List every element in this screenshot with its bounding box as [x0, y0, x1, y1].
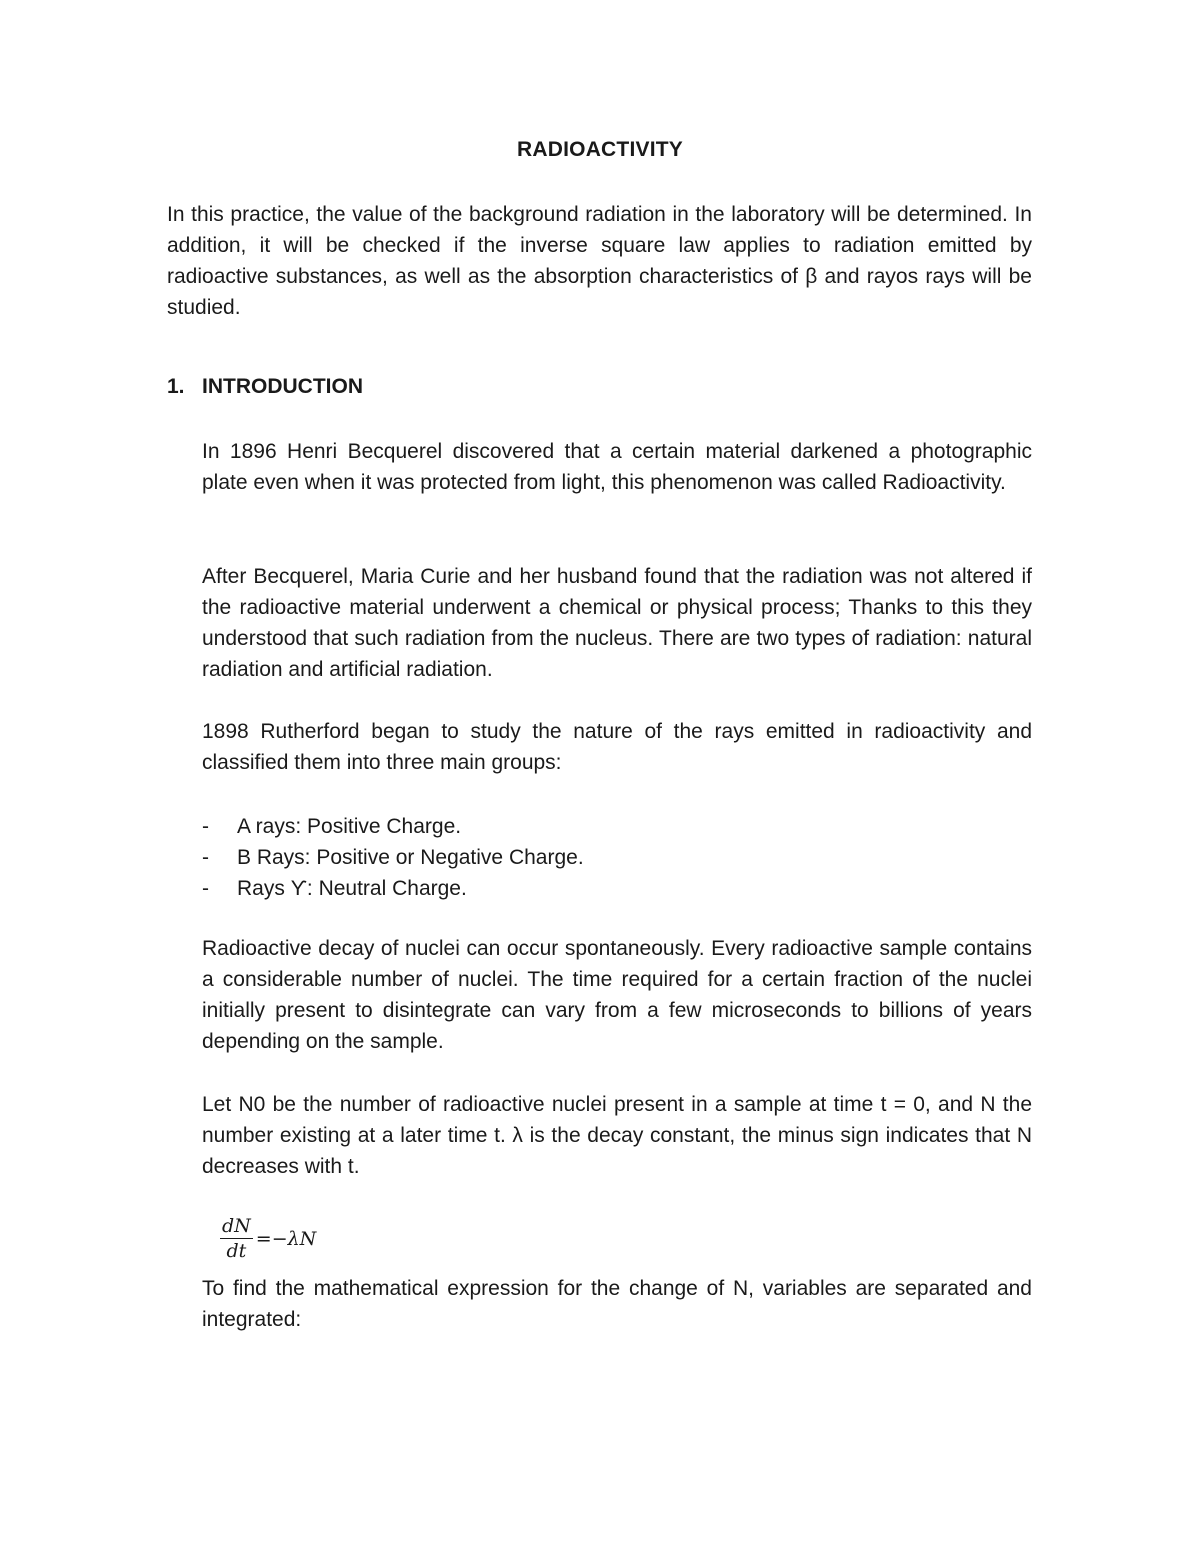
- list-marker: -: [202, 846, 209, 869]
- formula-rhs: =−λN: [255, 1227, 317, 1250]
- paragraph-decay: Radioactive decay of nuclei can occur spontaneously. Every radioactive sample contains a considerable number of nuclei. The time required for a certain fraction of the nuclei initially present to disintegrate can vary from a few microseconds to billions of years depending on the sample.: [202, 937, 1032, 1053]
- section-number: 1.: [167, 375, 185, 398]
- decay-formula: [220, 1216, 316, 1261]
- section-title: INTRODUCTION: [202, 375, 363, 398]
- paragraph-becquerel: In 1896 Henri Becquerel discovered that a certain material darkened a photographic plate even when it was protected from light, this phenomenon was called Radioactivity.: [202, 440, 1032, 494]
- intro-paragraph: In this practice, the value of the background radiation in the laboratory will be determined. In addition, it will be checked if the inverse square law applies to radiation emitted by radioactive substances, as well as the absorption characteristics of β and rayos rays will be studied.: [167, 203, 1032, 319]
- list-marker: -: [202, 877, 209, 900]
- list-item: - B Rays: Positive or Negative Charge.: [202, 842, 584, 873]
- list-item: - A rays: Positive Charge.: [202, 811, 584, 842]
- formula-numerator: dN: [222, 1215, 251, 1237]
- list-marker: -: [202, 815, 209, 838]
- section-heading: [167, 375, 363, 399]
- ray-types-list: [202, 811, 584, 904]
- formula-denominator: dt: [226, 1240, 247, 1262]
- paragraph-integration: To find the mathematical expression for the change of N, variables are separated and integrated:: [202, 1277, 1032, 1331]
- paragraph-curie: After Becquerel, Maria Curie and her husband found that the radiation was not altered if the radioactive material underwent a chemical or physical process; Thanks to this they understood that such radiation from the nucleus. There are two types of radiation: natural radiation and artificial radiation.: [202, 565, 1032, 681]
- paragraph-rutherford: 1898 Rutherford began to study the nature of the rays emitted in radioactivity and classified them into three main groups:: [202, 720, 1032, 774]
- document-title: RADIOACTIVITY: [517, 138, 683, 161]
- list-item: - Rays ϒ: Neutral Charge.: [202, 873, 584, 904]
- paragraph-let-n0: Let N0 be the number of radioactive nuclei present in a sample at time t = 0, and N the number existing at a later time t. λ is the decay constant, the minus sign indicates that N decreases with t.: [202, 1093, 1032, 1178]
- formula-fraction: [220, 1216, 253, 1261]
